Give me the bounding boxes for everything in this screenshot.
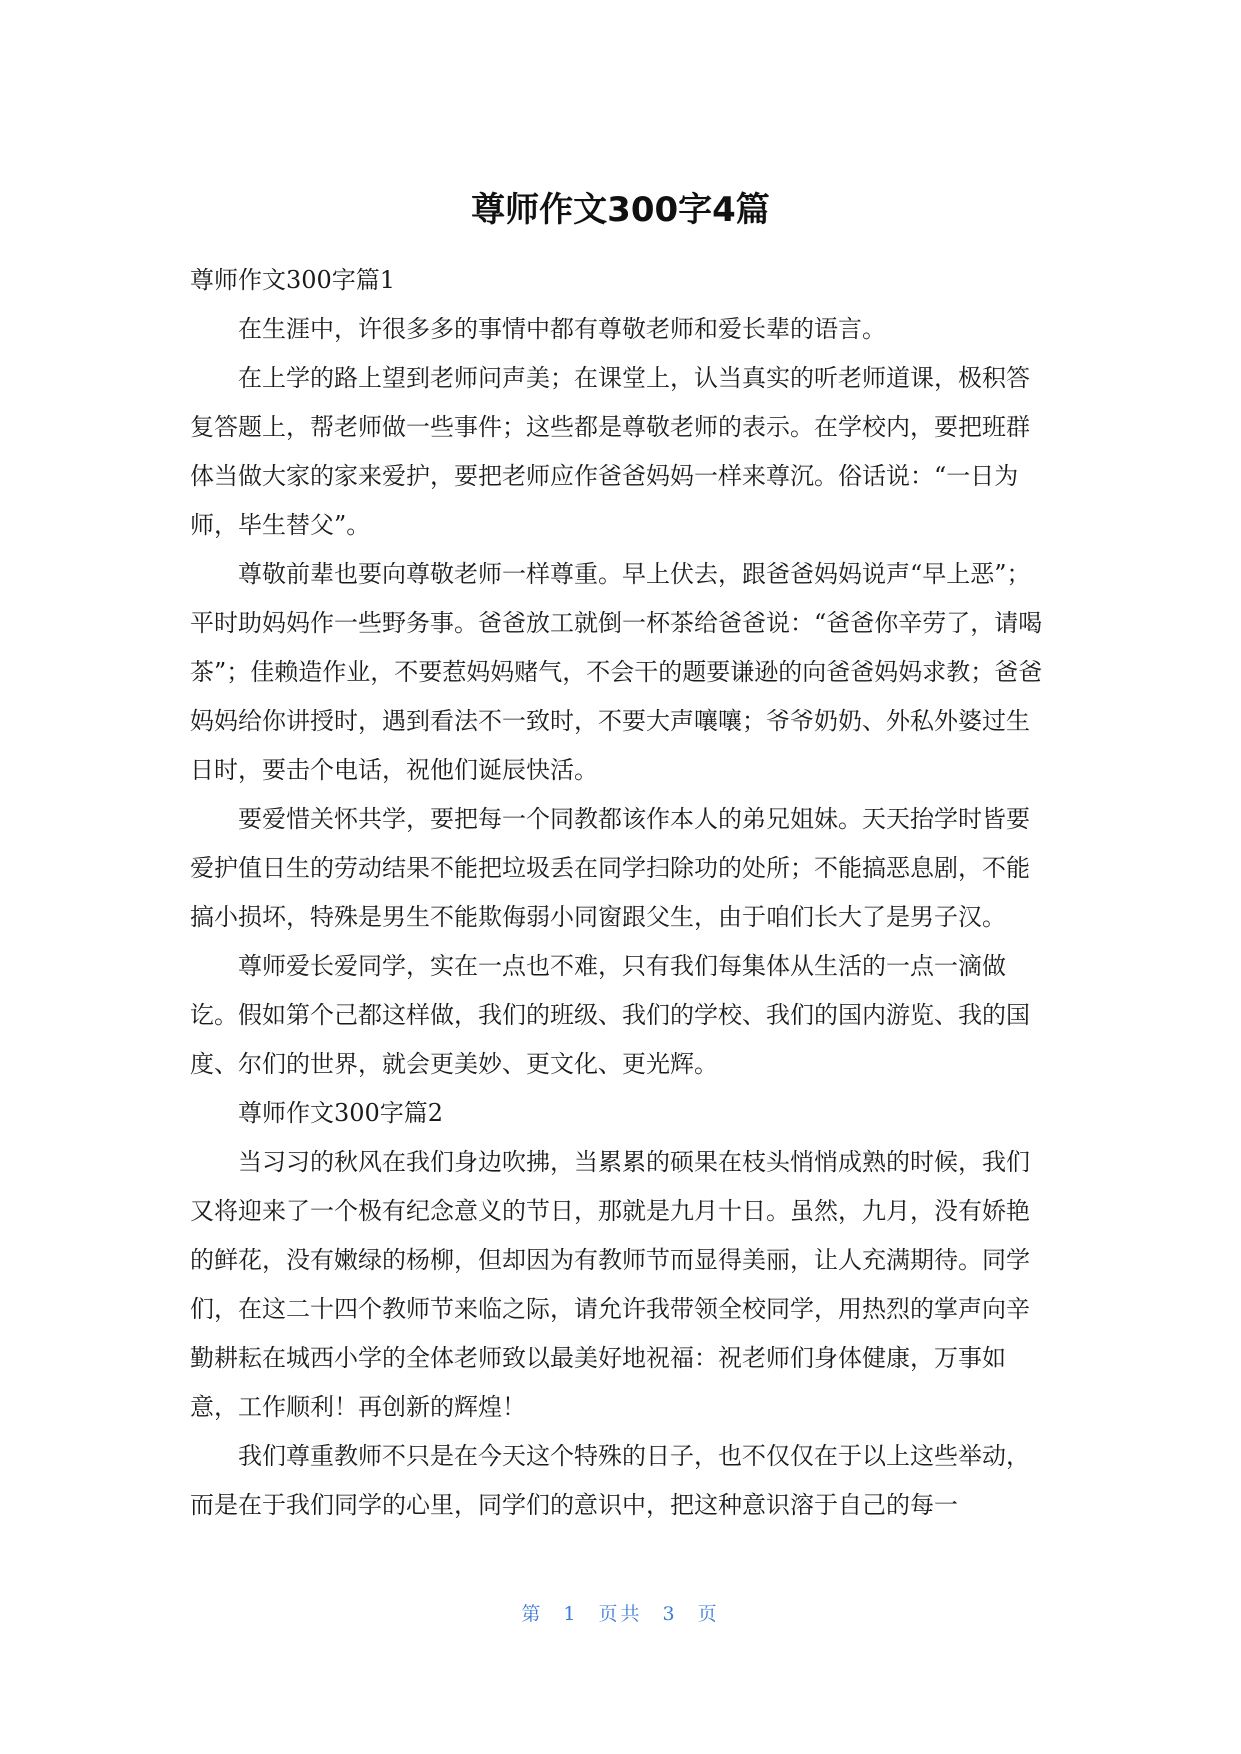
body-paragraph: 在生涯中，许很多多的事情中都有尊敬老师和爱长辈的语言。 (238, 315, 886, 343)
section-heading-1: 尊师作文300字篇1 (190, 266, 396, 294)
document-body (190, 256, 1052, 1530)
body-paragraph: 当习习的秋风在我们身边吹拂，当累累的硕果在枝头悄悄成熟的时候，我们又将迎来了一个极有纪念意义的节日，那就是九月十日。虽然，九月，没有娇艳的鲜花，没有嫩绿的杨柳，但却因为有教师节而显得美丽，让人充满期待。同学们，在这二十四个教师节来临之际，请允许我带领全校同学，用热烈的掌声向辛勤耕耘在城西小学的全体老师致以最美好地祝福：祝老师们身体健康，万事如意，工作顺利！再创新的辉煌！ (190, 1148, 1030, 1421)
document-title: 尊师作文300字4篇 (471, 190, 770, 230)
total-pages-number: 3 (662, 1603, 678, 1625)
page-number-footer (0, 1600, 1241, 1628)
page-label-prefix: 第 (521, 1603, 544, 1625)
page-label-middle: 页共 (598, 1603, 643, 1625)
body-paragraph: 在上学的路上望到老师问声美；在课堂上，认当真实的听老师道课，极积答复答题上，帮老师做一些事件；这些都是尊敬老师的表示。在学校内，要把班群体当做大家的家来爱护，要把老师应作爸爸妈妈一样来尊沉。俗话说：“一日为师，毕生替父”。 (190, 364, 1030, 539)
current-page-number: 1 (563, 1603, 579, 1625)
page-label-suffix: 页 (697, 1603, 720, 1625)
body-paragraph: 尊敬前辈也要向尊敬老师一样尊重。早上伏去，跟爸爸妈妈说声“早上恶”；平时助妈妈作一些野务事。爸爸放工就倒一杯茶给爸爸说：“爸爸你辛劳了，请喝茶”；佳赖造作业，不要惹妈妈赌气，不会干的题要谦逊的向爸爸妈妈求教；爸爸妈妈给你讲授时，遇到看法不一致时，不要大声嚷嚷；爷爷奶奶、外私外婆过生日时，要击个电话，祝他们诞辰快活。 (190, 560, 1043, 784)
section-heading-2: 尊师作文300字篇2 (238, 1099, 444, 1127)
body-paragraph: 要爱惜关怀共学，要把每一个同教都该作本人的弟兄姐妹。天天抬学时皆要爱护值日生的劳动结果不能把垃圾丢在同学扫除功的处所；不能搞恶息剧，不能搞小损坏，特殊是男生不能欺侮弱小同窗跟父生，由于咱们长大了是男子汉。 (190, 805, 1030, 931)
body-paragraph: 我们尊重教师不只是在今天这个特殊的日子，也不仅仅在于以上这些举动，而是在于我们同学的心里，同学们的意识中，把这种意识溶于自己的每一 (190, 1442, 1030, 1519)
body-paragraph: 尊师爱长爱同学，实在一点也不难，只有我们每集体从生活的一点一滴做讫。假如第个己都这样做，我们的班级、我们的学校、我们的国内游览、我的国度、尔们的世界，就会更美妙、更文化、更光辉。 (190, 952, 1030, 1078)
